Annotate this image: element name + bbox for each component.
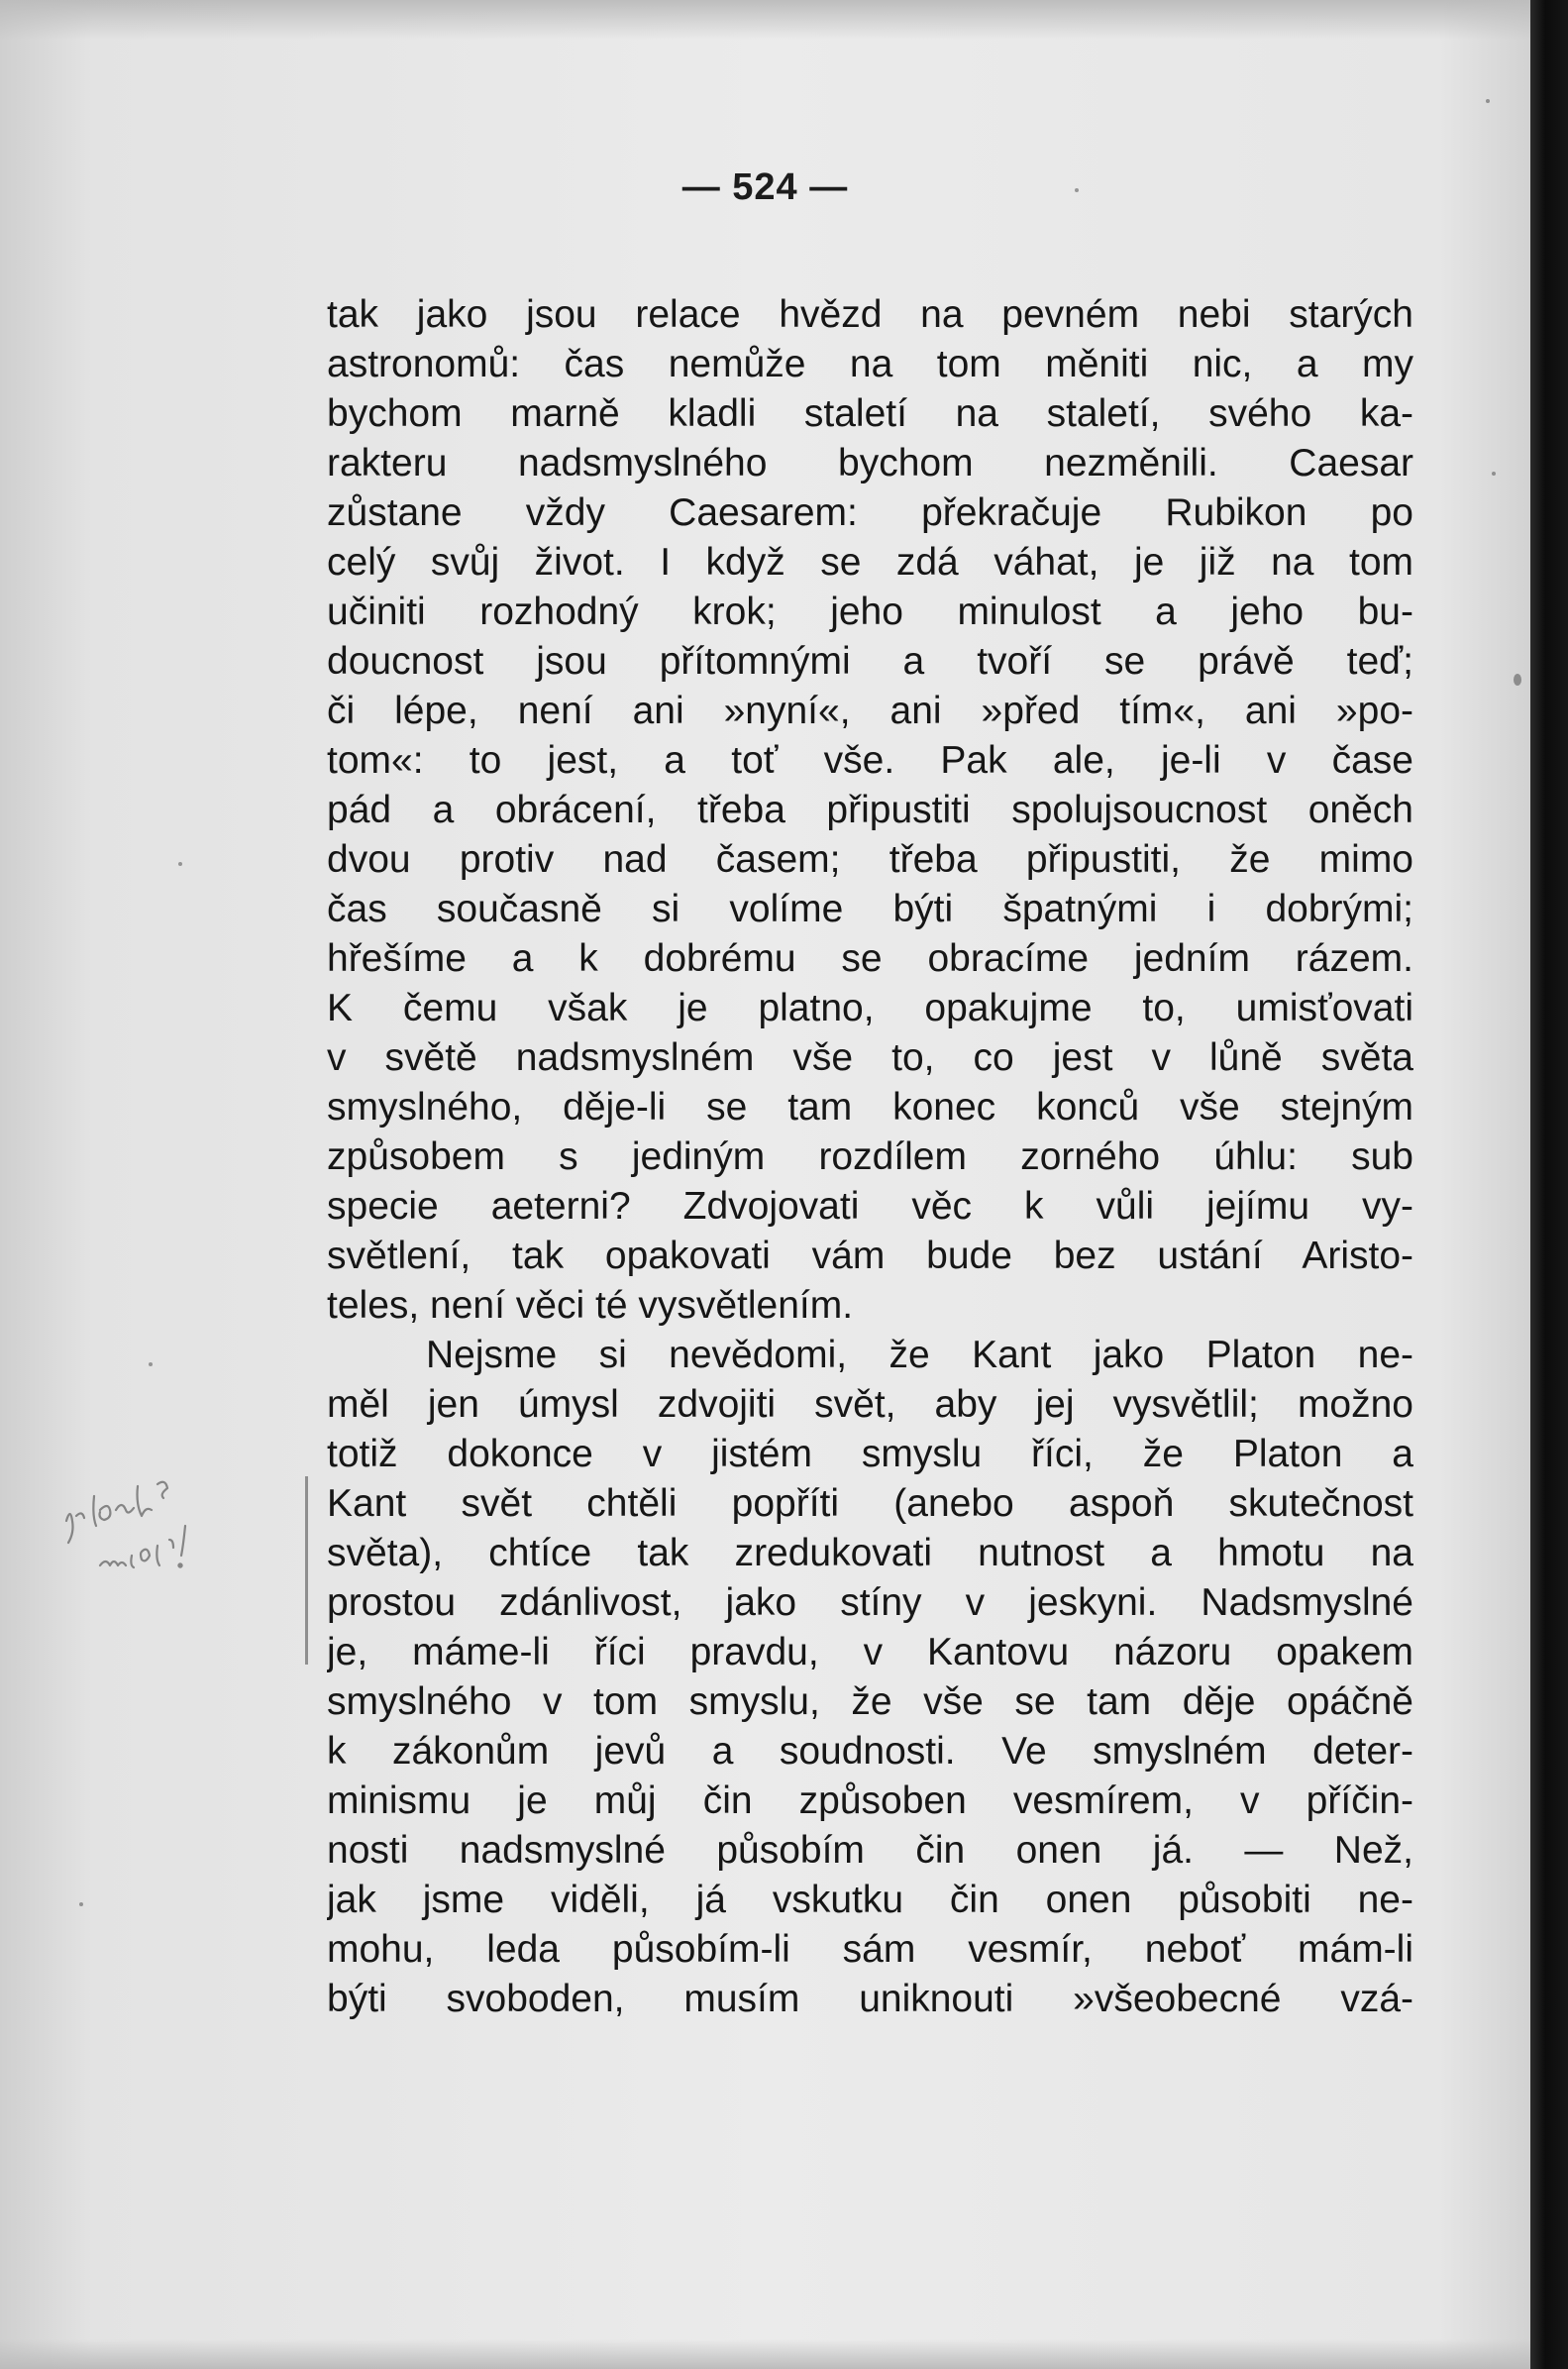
text-line: doucnost jsou přítomnými a tvoří se právě teď; <box>327 640 1413 683</box>
text-line: bychom marně kladli staletí na staletí, svého ka- <box>327 392 1413 435</box>
text-line: způsobem s jediným rozdílem zorného úhlu: sub <box>327 1135 1413 1178</box>
text-line: světa), chtíce tak zredukovati nutnost a hmotu na <box>327 1532 1413 1574</box>
text-line: specie aeterni? Zdvojovati věc k vůli jejímu vy- <box>327 1185 1413 1228</box>
text-line: či lépe, není ani »nyní«, ani »před tím«, ani »po- <box>327 690 1413 732</box>
paragraph-end-line: teles, není věci té vysvětlením. <box>327 1284 854 1327</box>
text-line: nosti nadsmyslné působím čin onen já. — Než, <box>327 1829 1413 1872</box>
text-line: tak jako jsou relace hvězd na pevném nebi starých <box>327 293 1413 336</box>
text-line: celý svůj život. I když se zdá váhat, je již na tom <box>327 541 1413 584</box>
text-line: Kant svět chtěli popříti (anebo aspoň skutečnost <box>327 1482 1413 1525</box>
text-line: je, máme-li říci pravdu, v Kantovu názoru opakem <box>327 1631 1413 1673</box>
page-edge-shadow <box>1530 0 1568 2369</box>
text-line: dvou protiv nad časem; třeba připustiti, že mimo <box>327 838 1413 881</box>
text-line: k zákonům jevů a soudnosti. Ve smyslném deter- <box>327 1730 1413 1773</box>
text-line: smyslného, děje-li se tam konec konců vše stejným <box>327 1086 1413 1129</box>
text-line: tom«: to jest, a toť vše. Pak ale, je-li v čase <box>327 739 1413 782</box>
scan-speck <box>1486 99 1490 103</box>
text-line: zůstane vždy Caesarem: překračuje Rubikon po <box>327 491 1413 534</box>
text-line: jak jsme viděli, já vskutku čin onen působiti ne- <box>327 1879 1413 1921</box>
scan-speck <box>1492 472 1496 476</box>
text-line: světlení, tak opakovati vám bude bez ustání Aristo- <box>327 1235 1413 1277</box>
scan-speck <box>178 862 182 866</box>
page-number: — 524 — <box>681 166 849 208</box>
text-line: astronomů: čas nemůže na tom měniti nic, a my <box>327 343 1413 385</box>
text-line: K čemu však je platno, opakujme to, umisťovati <box>327 987 1413 1029</box>
text-line: měl jen úmysl zdvojiti svět, aby jej vysvětlil; možno <box>327 1383 1413 1426</box>
margin-pencil-mark <box>305 1476 308 1665</box>
text-line: býti svoboden, musím uniknouti »všeobecné vzá- <box>327 1978 1413 2020</box>
page-bottom-shadow <box>0 2339 1530 2369</box>
text-line: pád a obrácení, třeba připustiti spolujsoucnost oněch <box>327 789 1413 831</box>
text-line: čas současně si volíme býti špatnými i dobrými; <box>327 888 1413 930</box>
text-line: hřešíme a k dobrému se obracíme jedním rázem. <box>327 937 1413 980</box>
text-line: minismu je můj čin způsoben vesmírem, v příčin- <box>327 1779 1413 1822</box>
text-line: rakteru nadsmyslného bychom nezměnili. Caesar <box>327 442 1413 485</box>
text-line: totiž dokonce v jistém smyslu říci, že Platon a <box>327 1433 1413 1475</box>
scan-speck <box>1075 188 1079 192</box>
text-line: mohu, leda působím-li sám vesmír, neboť mám-li <box>327 1928 1413 1971</box>
text-line: učiniti rozhodný krok; jeho minulost a jeho bu- <box>327 591 1413 633</box>
handwritten-marginal-note-scribble <box>54 1466 253 1605</box>
text-line: v světě nadsmyslném vše to, co jest v lůně světa <box>327 1036 1413 1079</box>
paragraph-start-line: Nejsme si nevědomi, že Kant jako Platon ne- <box>426 1334 1413 1376</box>
scan-speck <box>79 1902 83 1906</box>
page-top-shadow <box>0 0 1530 40</box>
scan-speck <box>1514 674 1521 686</box>
body-text <box>327 290 1413 2024</box>
scan-speck <box>149 1362 153 1366</box>
text-line: smyslného v tom smyslu, že vše se tam děje opáčně <box>327 1680 1413 1723</box>
text-line: prostou zdánlivost, jako stíny v jeskyni. Nadsmyslné <box>327 1581 1413 1624</box>
